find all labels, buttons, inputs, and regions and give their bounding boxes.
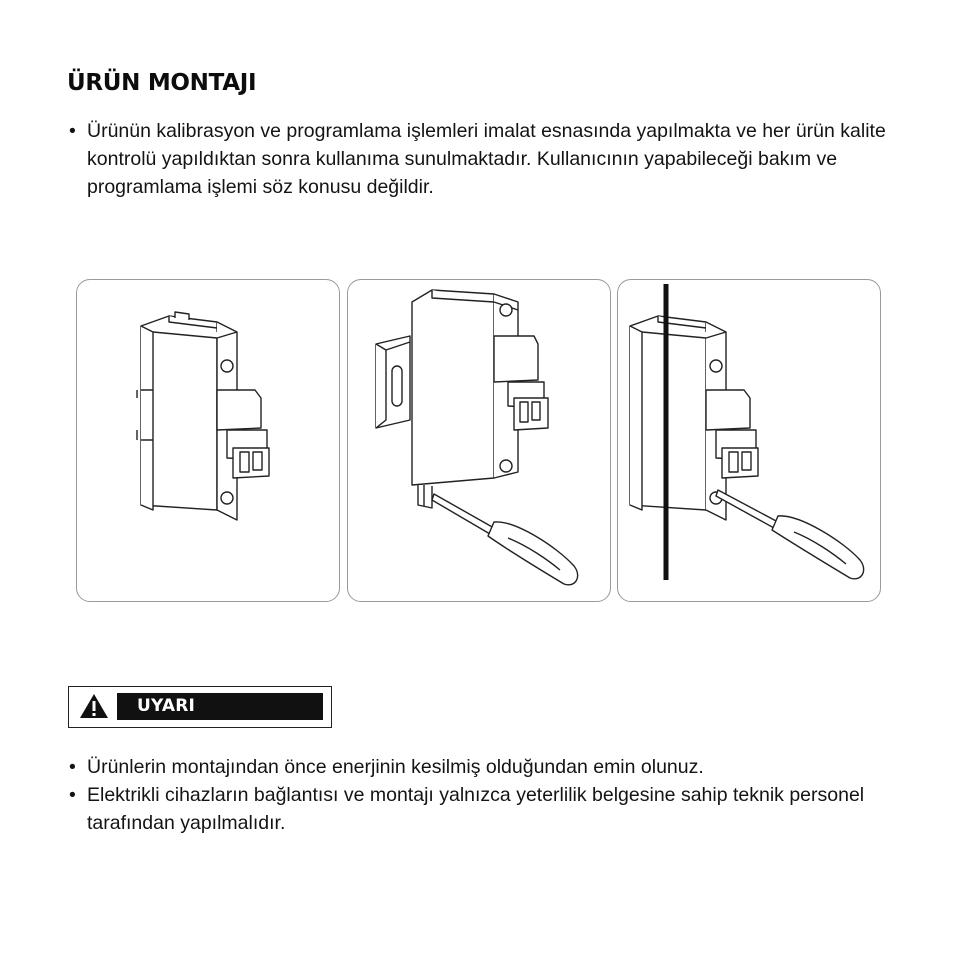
warning-label: UYARI <box>117 693 323 720</box>
screwdriver-drawing <box>432 494 578 585</box>
intro-item: • Ürünün kalibrasyon ve programlama işlemleri imalat esnasında yapılmakta ve her ürün kalite kontrolü yapıldıktan sonra kullanıma sunulmaktadır. Kullanıcının yapabileceği bakım ve programlama işlemi söz konusu değildir. <box>65 117 915 201</box>
warning-header <box>68 686 332 728</box>
din-rail-drawing <box>376 336 410 428</box>
circuit-breaker-drawing <box>412 290 548 508</box>
circuit-breaker-drawing <box>137 312 269 520</box>
page-title: ÜRÜN MONTAJI <box>67 70 257 96</box>
illustration-wiring <box>617 279 881 602</box>
illustration-breaker <box>76 279 340 602</box>
screwdriver-drawing <box>716 490 864 579</box>
warning-item: • Elektrikli cihazların bağlantısı ve montajı yalnızca yeterlilik belgesine sahip teknik personel tarafından yapılmalıdır. <box>65 781 915 837</box>
intro-list <box>65 117 915 201</box>
illustration-din-rail <box>347 279 611 602</box>
warning-item: • Ürünlerin montajından önce enerjinin kesilmiş olduğundan emin olunuz. <box>65 753 915 781</box>
warning-triangle-icon <box>79 693 109 719</box>
circuit-breaker-drawing <box>630 316 758 520</box>
warning-list <box>65 753 915 837</box>
